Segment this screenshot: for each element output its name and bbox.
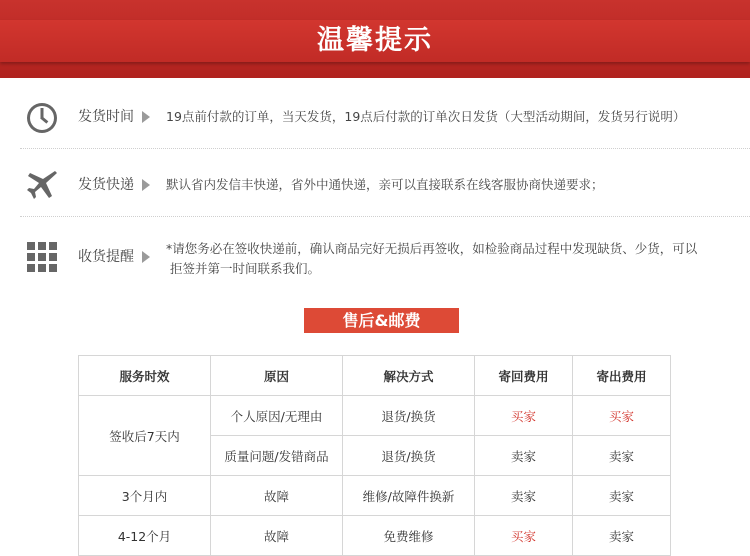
cell-send-fee: 卖家 [573, 436, 671, 476]
divider [20, 148, 750, 149]
header-solution: 解决方式 [343, 356, 475, 396]
info-row-receipt-reminder [0, 236, 750, 284]
table-row [79, 396, 671, 436]
cell-period: 3个月内 [79, 476, 211, 516]
info-text-shipping-time: 19点前付款的订单，当天发货，19点后付款的订单次日发货（大型活动期间，发货另行说明） [166, 109, 686, 124]
cell-reason: 故障 [211, 476, 343, 516]
header-send-fee: 寄出费用 [573, 356, 671, 396]
airplane-icon [26, 168, 58, 200]
info-text-receipt-reminder-line1: *请您务必在签收快递前，确认商品完好无损后再签收，如检验商品过程中发现缺货、少货，可以 [166, 241, 698, 256]
cell-solution: 维修/故障件换新 [343, 476, 475, 516]
page-title: 温馨提示 [317, 25, 433, 56]
cell-return-fee: 买家 [475, 396, 573, 436]
info-row-shipping-time [0, 100, 750, 140]
cell-send-fee: 卖家 [573, 516, 671, 556]
info-label-courier: 发货快递 [78, 177, 134, 193]
section-title-after-sales: 售后&邮费 [304, 308, 459, 333]
arrow-right-icon [142, 251, 150, 263]
cell-solution: 退货/换货 [343, 436, 475, 476]
after-sales-table [78, 355, 671, 556]
header-banner [0, 0, 750, 78]
cell-send-fee: 卖家 [573, 476, 671, 516]
table-row [79, 476, 671, 516]
cell-period: 4-12个月 [79, 516, 211, 556]
info-text-receipt-reminder-line2: 拒签并第一时间联系我们。 [170, 261, 321, 276]
grid-icon [26, 241, 58, 273]
arrow-right-icon [142, 111, 150, 123]
cell-solution: 退货/换货 [343, 396, 475, 436]
cell-send-fee: 买家 [573, 396, 671, 436]
info-label-receipt-reminder: 收货提醒 [78, 249, 134, 265]
header-reason: 原因 [211, 356, 343, 396]
clock-icon [26, 102, 58, 134]
divider [20, 216, 750, 217]
cell-return-fee: 卖家 [475, 476, 573, 516]
info-label-shipping-time: 发货时间 [78, 109, 134, 125]
cell-return-fee: 卖家 [475, 436, 573, 476]
arrow-right-icon [142, 179, 150, 191]
cell-reason: 个人原因/无理由 [211, 396, 343, 436]
cell-period: 签收后7天内 [79, 396, 211, 476]
cell-reason: 质量问题/发错商品 [211, 436, 343, 476]
info-text-courier: 默认省内发信丰快递，省外中通快递，亲可以直接联系在线客服协商快递要求； [166, 177, 604, 192]
header-return-fee: 寄回费用 [475, 356, 573, 396]
table-row [79, 516, 671, 556]
table-header-row [79, 356, 671, 396]
cell-solution: 免费维修 [343, 516, 475, 556]
info-row-courier [0, 166, 750, 206]
cell-reason: 故障 [211, 516, 343, 556]
cell-return-fee: 买家 [475, 516, 573, 556]
header-service-period: 服务时效 [79, 356, 211, 396]
